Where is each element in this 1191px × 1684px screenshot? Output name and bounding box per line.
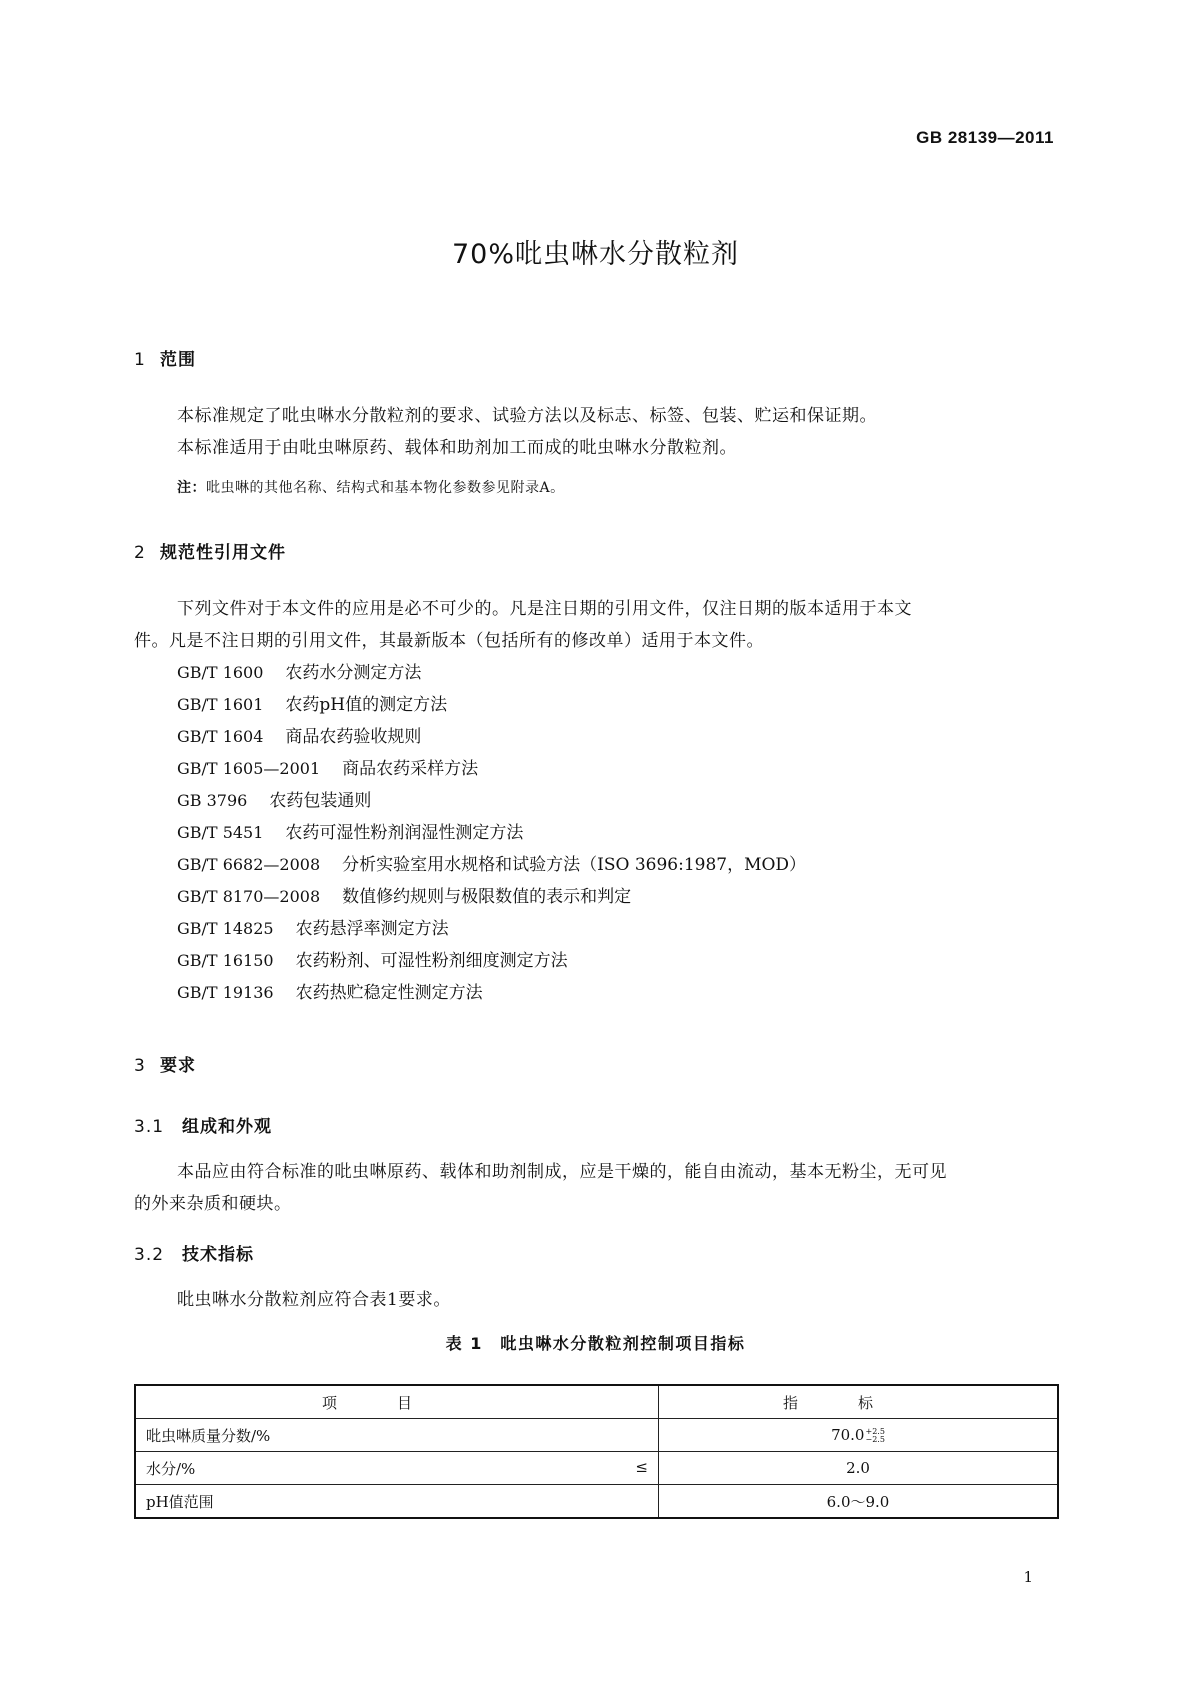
tolerance-minus: −2.5	[865, 1435, 885, 1444]
subsection-number: 3.1	[134, 1117, 165, 1137]
standard-code: GB 28139—2011	[916, 128, 1054, 147]
reference-title: 农药pH值的测定方法	[285, 695, 448, 715]
note-text: 吡虫啉的其他名称、结构式和基本物化参数参见附录A。	[206, 480, 565, 496]
reference-code: GB/T 5451	[177, 823, 264, 842]
reference-code: GB/T 19136	[177, 983, 274, 1002]
reference-title: 数值修约规则与极限数值的表示和判定	[342, 887, 632, 907]
reference-title: 分析实验室用水规格和试验方法（ISO 3696:1987，MOD）	[342, 855, 807, 875]
table-caption: 表 1 吡虫啉水分散粒剂控制项目指标	[445, 1334, 746, 1353]
reference-title: 农药可湿性粉剂润湿性测定方法	[285, 823, 524, 843]
page-number: 1	[1023, 1568, 1033, 1586]
reference-code: GB 3796	[177, 791, 248, 810]
tolerance-plus: +2.5	[865, 1427, 885, 1436]
index-value: 70.0	[831, 1426, 865, 1444]
section-number: 2	[134, 543, 146, 563]
index-cell	[659, 1452, 1059, 1485]
column-header-index: 指标	[659, 1385, 1059, 1419]
reference-title: 商品农药采样方法	[342, 759, 479, 779]
section-number: 3	[134, 1056, 146, 1076]
item-label: 吡虫啉质量分数/%	[146, 1426, 271, 1445]
section-title: 范围	[160, 350, 196, 370]
column-header-item: 项目	[135, 1385, 659, 1419]
reference-code: GB/T 1604	[177, 727, 264, 746]
subsection-title: 组成和外观	[182, 1117, 272, 1137]
reference-code: GB/T 14825	[177, 919, 274, 938]
section-title: 规范性引用文件	[160, 543, 286, 563]
references-intro-line-2: 件。凡是不注日期的引用文件，其最新版本（包括所有的修改单）适用于本文件。	[134, 631, 764, 651]
item-label: 水分/%	[146, 1459, 196, 1478]
table-row	[135, 1419, 1058, 1452]
reference-title: 农药包装通则	[269, 791, 372, 811]
index-cell	[659, 1419, 1059, 1452]
section-3-heading	[134, 1051, 196, 1076]
reference-code: GB/T 1600	[177, 663, 264, 682]
table-row	[135, 1452, 1058, 1485]
page-title: 70%吡虫啉水分散粒剂	[451, 239, 739, 270]
reference-item	[177, 913, 806, 945]
reference-title: 农药悬浮率测定方法	[295, 919, 449, 939]
reference-title: 农药粉剂、可湿性粉剂细度测定方法	[295, 951, 568, 971]
note-label: 注：	[177, 480, 206, 496]
scope-note	[177, 477, 565, 497]
technical-index-text: 吡虫啉水分散粒剂应符合表1要求。	[177, 1290, 451, 1310]
reference-item	[177, 881, 806, 913]
reference-code: GB/T 8170—2008	[177, 887, 321, 906]
reference-item	[177, 945, 806, 977]
reference-title: 农药水分测定方法	[285, 663, 422, 683]
item-cell	[135, 1419, 659, 1452]
index-value: 6.0～9.0	[826, 1492, 890, 1511]
index-value: 2.0	[846, 1459, 870, 1477]
reference-item	[177, 817, 806, 849]
subsection-3-2-heading	[134, 1240, 254, 1265]
reference-title: 商品农药验收规则	[285, 727, 422, 747]
reference-list	[177, 657, 806, 1009]
reference-item	[177, 721, 806, 753]
tolerance	[865, 1428, 884, 1444]
comparison-symbol: ≤	[635, 1458, 648, 1476]
reference-code: GB/T 6682—2008	[177, 855, 321, 874]
control-items-table	[134, 1384, 1059, 1519]
table-row	[135, 1485, 1058, 1519]
scope-paragraph-2: 本标准适用于由吡虫啉原药、载体和助剂加工而成的吡虫啉水分散粒剂。	[177, 438, 737, 458]
reference-item	[177, 689, 806, 721]
reference-code: GB/T 1605—2001	[177, 759, 321, 778]
section-2-heading	[134, 538, 286, 563]
table-header-row	[135, 1385, 1058, 1419]
subsection-number: 3.2	[134, 1245, 165, 1265]
scope-paragraph-1: 本标准规定了吡虫啉水分散粒剂的要求、试验方法以及标志、标签、包装、贮运和保证期。	[177, 406, 877, 426]
reference-title: 农药热贮稳定性测定方法	[295, 983, 483, 1003]
section-title: 要求	[160, 1056, 196, 1076]
reference-code: GB/T 16150	[177, 951, 274, 970]
index-cell	[659, 1485, 1059, 1519]
reference-item	[177, 785, 806, 817]
composition-line-2: 的外来杂质和硬块。	[134, 1194, 292, 1214]
item-cell	[135, 1485, 659, 1519]
subsection-3-1-heading	[134, 1112, 272, 1137]
item-cell	[135, 1452, 659, 1485]
references-intro-line-1: 下列文件对于本文件的应用是必不可少的。凡是注日期的引用文件，仅注日期的版本适用于本文	[177, 599, 912, 619]
reference-item	[177, 977, 806, 1009]
reference-item	[177, 753, 806, 785]
reference-item	[177, 849, 806, 881]
reference-code: GB/T 1601	[177, 695, 264, 714]
subsection-title: 技术指标	[182, 1245, 254, 1265]
section-number: 1	[134, 350, 146, 370]
reference-item	[177, 657, 806, 689]
section-1-heading	[134, 345, 196, 370]
composition-line-1: 本品应由符合标准的吡虫啉原药、载体和助剂制成，应是干燥的，能自由流动，基本无粉尘，无可见	[177, 1162, 947, 1182]
item-label: pH值范围	[146, 1492, 214, 1511]
